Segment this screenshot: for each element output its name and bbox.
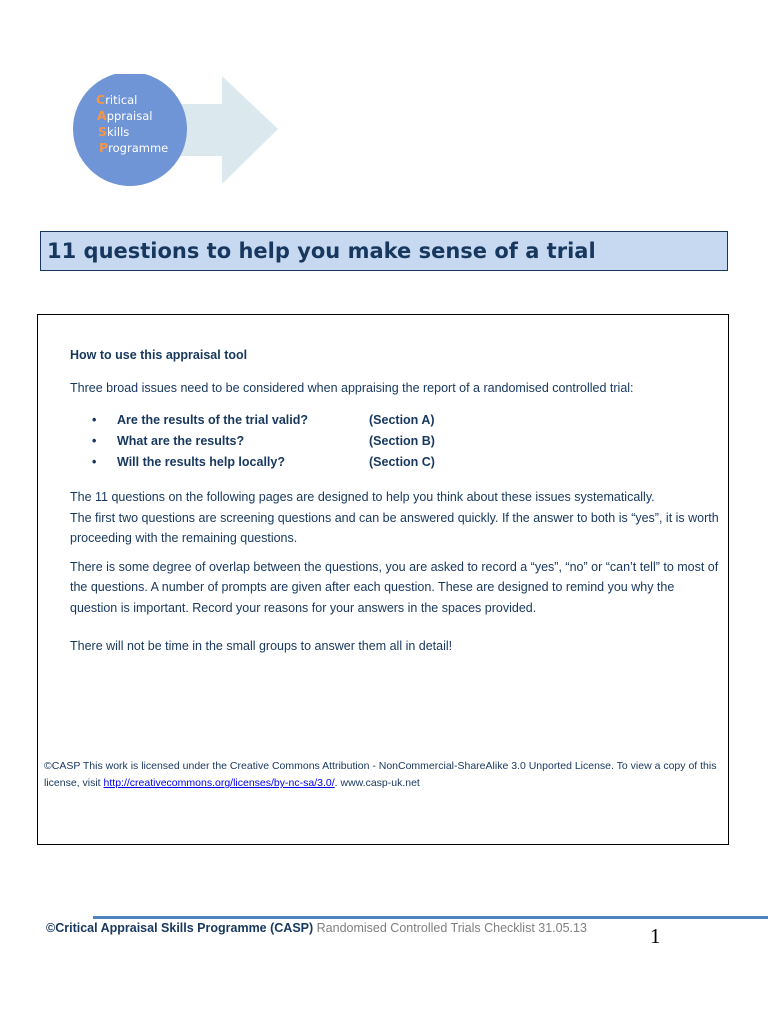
bullet-icon: •: [92, 455, 97, 469]
issues-list: [70, 410, 720, 473]
intro-text: Three broad issues need to be considered when appraising the report of a randomised controlled trial:: [70, 380, 634, 395]
issue-section: (Section B): [369, 434, 435, 448]
issue-question: Are the results of the trial valid?: [117, 413, 309, 427]
list-item: [92, 431, 720, 452]
license-link[interactable]: http://creativecommons.org/licenses/by-nc-sa/3.0/: [103, 777, 335, 789]
footer-document-title: Randomised Controlled Trials Checklist 31.05.13: [316, 921, 587, 935]
list-item: [92, 410, 720, 431]
license-link-suffix: .: [334, 777, 338, 789]
issue-section: (Section A): [369, 413, 435, 427]
instructions-content: [70, 345, 720, 657]
list-item: [92, 452, 720, 473]
casp-website: www.casp-uk.net: [337, 777, 420, 789]
logo-line-appraisal: Appraisal: [97, 108, 153, 123]
bullet-icon: •: [92, 434, 97, 448]
footer-organization: ©Critical Appraisal Skills Programme (CASP): [46, 921, 314, 935]
logo-line-skills: Skills: [98, 124, 130, 139]
license-notice: [44, 758, 724, 792]
title-banner: [40, 231, 728, 271]
bullet-icon: •: [92, 413, 97, 427]
page-title: 11 questions to help you make sense of a trial: [47, 239, 596, 263]
howto-heading: How to use this appraisal tool: [70, 348, 248, 362]
logo-line-programme: Programme: [99, 140, 169, 155]
paragraph-questions-purpose: The 11 questions on the following pages are designed to help you think about these issues systematically.: [70, 490, 655, 504]
paragraph-overlap: There is some degree of overlap between the questions, you are asked to record a “yes”, “no” or “can’t tell” to most of the questions. A number of prompts are given after each question. These are designed to remind you why the question is important. Record your reasons for your answers in the spaces provided.: [70, 559, 719, 615]
issue-question: What are the results?: [117, 434, 245, 448]
issue-section: (Section C): [369, 455, 435, 469]
paragraph-time-note: There will not be time in the small groups to answer them all in detail!: [70, 639, 453, 653]
casp-logo: [72, 74, 282, 186]
footer: [46, 919, 587, 937]
license-text: ©CASP This work is licensed under the Creative Commons Attribution - NonCommercial-ShareAlike 3.0 Unported License. To view a copy of this license, visit: [44, 760, 717, 789]
page-number: 1: [650, 924, 661, 948]
logo-line-critical: Critical: [96, 92, 138, 107]
paragraph-screening: The first two questions are screening questions and can be answered quickly. If the answer to both is “yes”, it is worth proceeding with the remaining questions.: [70, 510, 719, 545]
issue-question: Will the results help locally?: [117, 455, 285, 469]
logo-wordmark: [96, 92, 168, 156]
instructions-box: [37, 314, 729, 845]
